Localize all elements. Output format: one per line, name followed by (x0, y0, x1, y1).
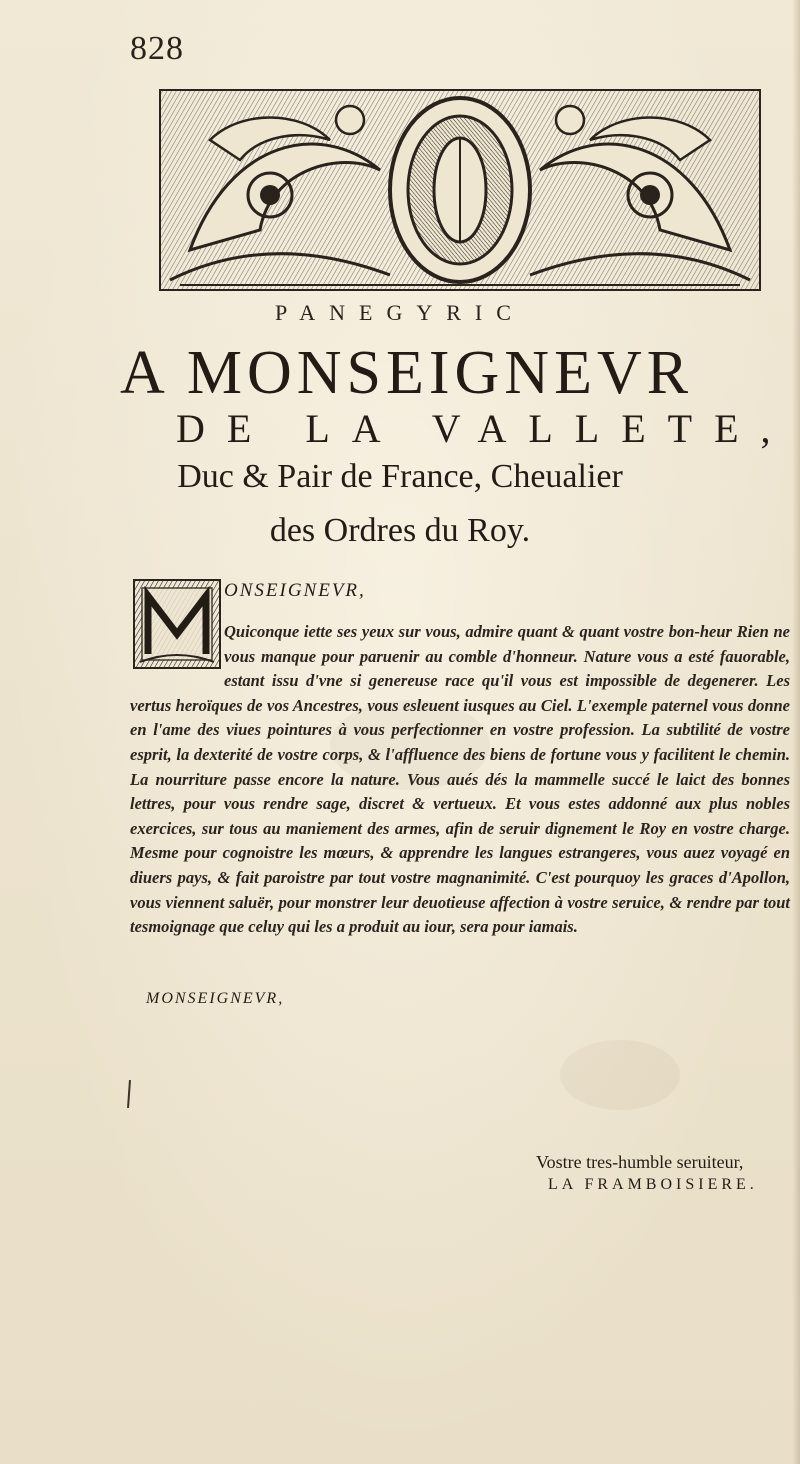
initial-indent (130, 620, 224, 670)
page-edge-shadow (792, 0, 800, 1464)
letter-closing: MONSEIGNEVR, (146, 990, 285, 1007)
ink-mark (127, 1080, 131, 1108)
letter-salutation: ONSEIGNEVR, (224, 580, 366, 601)
heading-line-4: des Ordres du Roy. (269, 512, 531, 549)
paper-stain (560, 1040, 680, 1110)
letter-body (130, 620, 790, 940)
heading-panegyric: PANEGYRIC (275, 300, 525, 325)
signature-line-1: Vostre tres-humble seruiteur, (536, 1152, 744, 1172)
heading-line-3: Duc & Pair de France, Cheualier (177, 458, 623, 495)
letter-body-text: Quiconque iette ses yeux sur vous, admire quant & quant vostre bon-heur Rien ne vous manque pour paruenir au comble d'honneur. Nature vous a esté fauorable, estant issu d'vne si genereuse race qu'il vous est impossible de degenerer. Les vertus heroïques de vos Ancestres, vous esleuent iusques au Ciel. L'exemple paternel vous donne en l'ame des viues pointures à vous perfectionner en vostre profession. La subtilité de vostre esprit, la dexterité de vostre corps, & l'affluence des biens de fortune vous y facilitent le chemin. La nourriture passe encore la nature. Vous aués dés la mammelle succé le laict des bonnes lettres, pour vous rendre sage, discret & vertueux. Et vous estes addonné aux plus nobles exercices, sur tous au maniement des armes, afin de seruir dignement le Roy en vostre charge. Mesme pour cognoistre les mœurs, & apprendre les langues estrangeres, vous auez voyagé en diuers pays, & fait paroistre par tout vostre magnanimité. C'est pourquoy les graces d'Apollon, vous viennent saluër, pour monstrer leur deuotieuse affection à vostre seruice, & rendre par tout tesmoignage que celuy qui les a produit au iour, sera pour iamais. (130, 622, 790, 937)
headpiece-ornament (150, 80, 770, 300)
heading-line-2: DE LA VALLETE, (176, 406, 793, 451)
signature-author: LA FRAMBOISIERE. (548, 1176, 758, 1193)
heading-line-1: A MONSEIGNEVR (120, 339, 694, 407)
page-number: 828 (130, 30, 184, 67)
